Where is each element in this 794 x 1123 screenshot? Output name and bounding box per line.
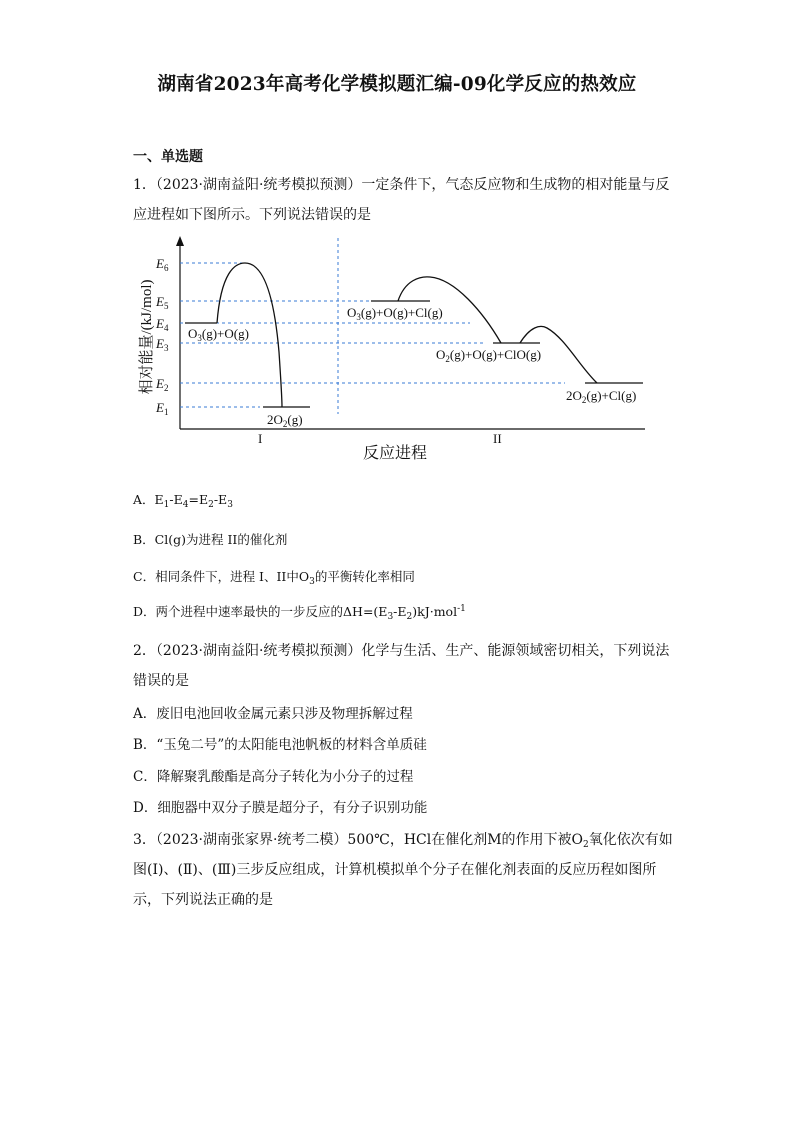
y-axis-label: 相对能量/(kJ/mol) xyxy=(139,279,155,395)
q2-option-d[interactable]: D．细胞器中双分子膜是超分子，有分子识别功能 xyxy=(133,800,428,816)
q2-stem-line2: 错误的是 xyxy=(133,673,189,689)
label-e2: $E_2$ xyxy=(156,376,169,393)
process-1-label: I xyxy=(258,431,263,446)
q1-option-a[interactable]: A．$E_1-E_4=E_2-E_3$ xyxy=(133,492,233,510)
q1-option-d[interactable]: D．两个进程中速率最快的一步反应的$\Delta H=(E_3-E_2)kJ\cdot mol^{-1}$ xyxy=(133,604,466,622)
q2-option-c[interactable]: C．降解聚乳酸酯是高分子转化为小分子的过程 xyxy=(133,769,414,785)
x-axis-label: 反应进程 xyxy=(362,445,428,462)
page-title: 湖南省2023年高考化学模拟题汇编-09化学反应的热效应 xyxy=(157,74,637,95)
species-2o2-cl: $2O_2(g)+Cl(g)$ xyxy=(566,388,637,405)
label-e5: $E_5$ xyxy=(156,294,169,311)
species-o2-o-clo: $O_2(g)+O(g)+ClO(g)$ xyxy=(436,347,542,364)
q2-option-b[interactable]: B．“玉兔二号”的太阳能电池帆板的材料含单质硅 xyxy=(133,737,427,753)
q1-stem-line1: 1．（2023·湖南益阳·统考模拟预测）一定条件下，气态反应物和生成物的相对能量与反 xyxy=(133,177,670,193)
q3-stem-line2: 图(Ⅰ)、(Ⅱ)、(Ⅲ)三步反应组成，计算机模拟单个分子在催化剂表面的反应历程如图所 xyxy=(133,862,657,878)
label-e6: $E_6$ xyxy=(156,256,169,273)
process-2-curve xyxy=(371,277,643,383)
q2-stem-line1: 2．（2023·湖南益阳·统考模拟预测）化学与生活、生产、能源领域密切相关，下列说法 xyxy=(133,643,670,659)
q3-stem-line3: 示，下列说法正确的是 xyxy=(133,892,273,908)
q1-option-c[interactable]: C．相同条件下，进程 I、II中$O_3$的平衡转化率相同 xyxy=(133,569,415,587)
process-2-label: II xyxy=(493,431,502,446)
label-e3: $E_3$ xyxy=(156,336,169,353)
label-e4: $E_4$ xyxy=(156,316,169,333)
q1-option-b[interactable]: B．Cl(g)为进程 II的催化剂 xyxy=(133,532,288,547)
q3-stem-line1: 3．（2023·湖南张家界·统考二模）500℃，HCl在催化剂M的作用下被$O_2$氧化依次有如 xyxy=(133,832,673,850)
species-o3-o-cl: $O_3(g)+O(g)+Cl(g)$ xyxy=(347,305,443,322)
section-heading: 一、单选题 xyxy=(133,149,203,165)
species-o3-o-1: $O_3(g)+O(g)$ xyxy=(188,326,249,343)
energy-labels xyxy=(155,256,169,417)
label-e1: $E_1$ xyxy=(156,400,169,417)
q2-option-a[interactable]: A．废旧电池回收金属元素只涉及物理拆解过程 xyxy=(133,706,413,722)
energy-diagram xyxy=(125,232,660,467)
species-2o2: $2O_2(g)$ xyxy=(267,412,303,429)
q1-stem-line2: 应进程如下图所示。下列说法错误的是 xyxy=(133,207,371,223)
y-axis-arrow xyxy=(176,236,184,246)
